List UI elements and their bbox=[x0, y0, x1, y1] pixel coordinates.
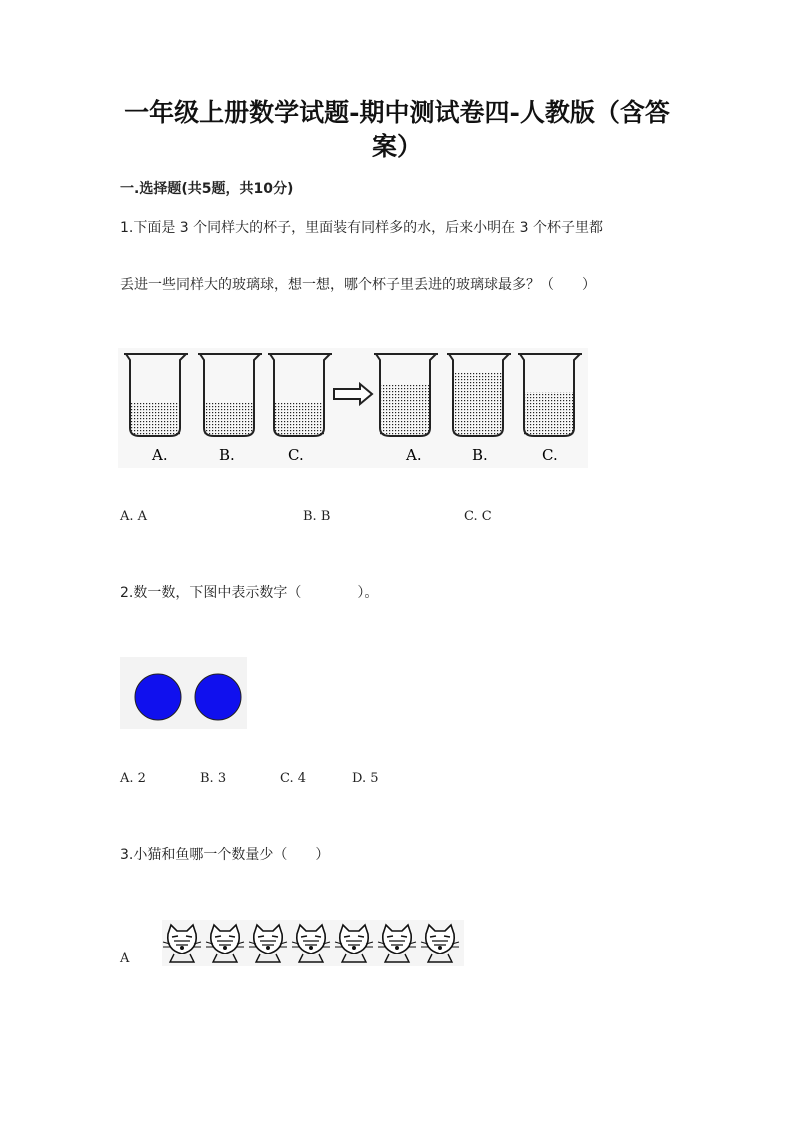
blue-circle-2 bbox=[195, 674, 241, 720]
page-title: 一年级上册数学试题-期中测试卷四-人教版（含答案） bbox=[124, 98, 670, 161]
cup-label-left-a: A. bbox=[152, 446, 168, 464]
question-1-line-1: 1.下面是 3 个同样大的杯子，里面装有同样多的水，后来小明在 3 个杯子里都 bbox=[120, 220, 603, 236]
cup-label-left-b: B. bbox=[219, 446, 235, 464]
question-1-line-2: 丢进一些同样大的玻璃球，想一想，哪个杯子里丢进的玻璃球最多？（ ） bbox=[120, 277, 596, 293]
q1-option-b[interactable]: B. B bbox=[303, 509, 331, 524]
q2-option-b[interactable]: B. 3 bbox=[200, 771, 227, 786]
q1-option-a[interactable]: A. A bbox=[120, 509, 148, 524]
question-3-text: 3.小猫和鱼哪一个数量少（ ） bbox=[120, 847, 330, 863]
cups-figure bbox=[118, 348, 588, 468]
cup-label-right-a: A. bbox=[406, 446, 422, 464]
cup-label-right-b: B. bbox=[472, 446, 488, 464]
section-heading: 一.选择题(共5题，共10分) bbox=[120, 181, 294, 197]
question-2-text: 2.数一数，下图中表示数字（ ）。 bbox=[120, 585, 379, 601]
circles-figure bbox=[120, 657, 247, 729]
q3-row-label: A bbox=[120, 951, 130, 966]
q2-option-c[interactable]: C. 4 bbox=[280, 771, 307, 786]
blue-circle-1 bbox=[135, 674, 181, 720]
cup-label-left-c: C. bbox=[288, 446, 304, 464]
cup-label-right-c: C. bbox=[542, 446, 558, 464]
cats-row bbox=[162, 920, 464, 966]
q1-option-c[interactable]: C. C bbox=[464, 509, 492, 524]
q2-option-d[interactable]: D. 5 bbox=[352, 771, 379, 786]
q2-option-a[interactable]: A. 2 bbox=[120, 771, 146, 786]
